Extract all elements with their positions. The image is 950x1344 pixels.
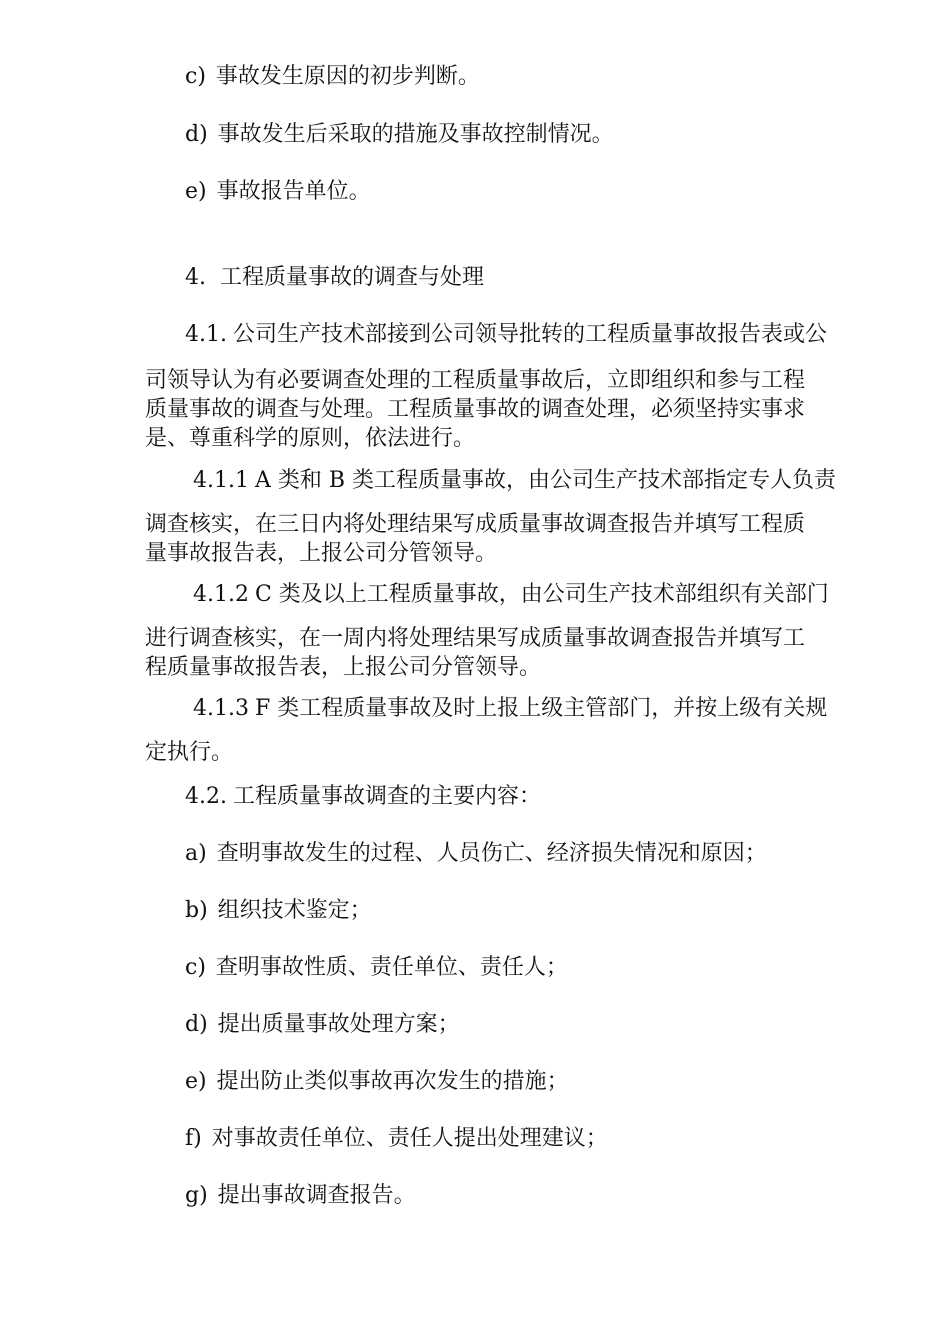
list-item-text: 事故发生后采取的措施及事故控制情况。 bbox=[217, 122, 614, 147]
paragraph-number: 4.1.2 bbox=[193, 582, 249, 607]
list-item-label: e) bbox=[185, 1069, 207, 1094]
paragraph-line: 进行调查核实，在一周内将处理结果写成质量事故调查报告并填写工 bbox=[145, 626, 806, 651]
list-item bbox=[185, 1012, 460, 1038]
paragraph-first-line bbox=[185, 784, 541, 810]
list-item-text: 提出事故调查报告。 bbox=[217, 1183, 416, 1208]
paragraph-first-line bbox=[185, 322, 827, 348]
paragraph-number: 4.2. bbox=[185, 784, 227, 809]
list-item-label: a) bbox=[185, 841, 207, 866]
list-item bbox=[185, 1069, 569, 1095]
list-item bbox=[185, 1126, 608, 1152]
paragraph-first-line bbox=[193, 468, 836, 494]
section-number: 4. bbox=[185, 265, 206, 290]
list-item bbox=[185, 898, 372, 924]
paragraph-text: 工程质量事故调查的主要内容： bbox=[232, 784, 541, 809]
list-item-text: 提出质量事故处理方案； bbox=[217, 1012, 460, 1037]
paragraph-line: 质量事故的调查与处理。工程质量事故的调查处理，必须坚持实事求 bbox=[145, 397, 806, 422]
list-item-label: c) bbox=[185, 64, 206, 89]
list-item bbox=[185, 122, 614, 148]
list-item-label: d) bbox=[185, 122, 208, 147]
list-item bbox=[185, 1183, 416, 1209]
list-item-text: 提出防止类似事故再次发生的措施； bbox=[216, 1069, 569, 1094]
paragraph-text: A 类和 B 类工程质量事故，由公司生产技术部指定专人负责 bbox=[254, 468, 837, 493]
list-item bbox=[185, 64, 480, 90]
list-item bbox=[185, 179, 371, 205]
section-heading bbox=[185, 265, 484, 291]
paragraph-line: 量事故报告表，上报公司分管领导。 bbox=[145, 541, 498, 566]
list-item bbox=[185, 841, 767, 867]
list-item-label: f) bbox=[185, 1126, 202, 1151]
list-item-text: 对事故责任单位、责任人提出处理建议； bbox=[211, 1126, 608, 1151]
list-item-label: c) bbox=[185, 955, 206, 980]
list-item-text: 事故报告单位。 bbox=[216, 179, 371, 204]
paragraph-number: 4.1.1 bbox=[193, 468, 249, 493]
list-item-text: 组织技术鉴定； bbox=[217, 898, 372, 923]
list-item bbox=[185, 955, 568, 981]
paragraph-line: 司领导认为有必要调查处理的工程质量事故后，立即组织和参与工程 bbox=[145, 368, 806, 393]
list-item-label: d) bbox=[185, 1012, 208, 1037]
paragraph-first-line bbox=[193, 582, 829, 608]
paragraph-number: 4.1. bbox=[185, 322, 227, 347]
list-item-text: 事故发生原因的初步判断。 bbox=[215, 64, 480, 89]
paragraph-first-line bbox=[193, 696, 827, 722]
paragraph-line: 是、尊重科学的原则，依法进行。 bbox=[145, 426, 476, 451]
list-item-label: b) bbox=[185, 898, 208, 923]
paragraph-line: 调查核实，在三日内将处理结果写成质量事故调查报告并填写工程质 bbox=[145, 512, 806, 537]
paragraph-number: 4.1.3 bbox=[193, 696, 249, 721]
paragraph-text: 公司生产技术部接到公司领导批转的工程质量事故报告表或公 bbox=[232, 322, 827, 347]
list-item-label: e) bbox=[185, 179, 207, 204]
paragraph-text: C 类及以上工程质量事故，由公司生产技术部组织有关部门 bbox=[254, 582, 829, 607]
paragraph-text: F 类工程质量事故及时上报上级主管部门，并按上级有关规 bbox=[254, 696, 828, 721]
list-item-text: 查明事故发生的过程、人员伤亡、经济损失情况和原因； bbox=[216, 841, 767, 866]
list-item-label: g) bbox=[185, 1183, 208, 1208]
paragraph-line: 定执行。 bbox=[145, 740, 234, 765]
section-title: 工程质量事故的调查与处理 bbox=[220, 265, 485, 290]
list-item-text: 查明事故性质、责任单位、责任人； bbox=[215, 955, 568, 980]
paragraph-line: 程质量事故报告表，上报公司分管领导。 bbox=[145, 655, 542, 680]
